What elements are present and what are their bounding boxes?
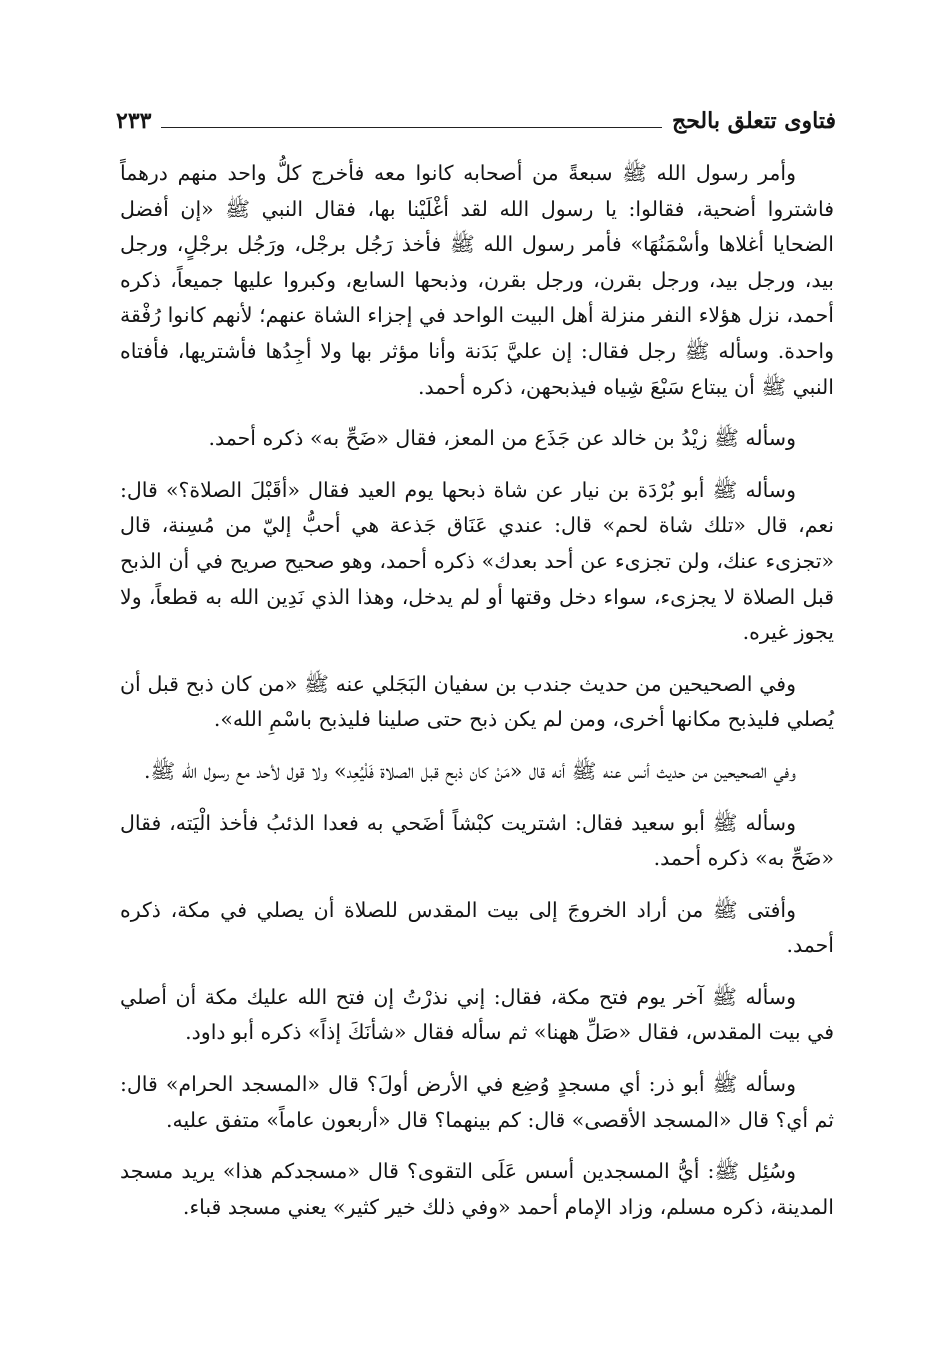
header-rule	[161, 127, 662, 128]
running-title: فتاوى تتعلق بالحج	[672, 108, 836, 134]
paragraph-zayd-bin-khalid: وسأله ﷺ زيْدُ بن خالد عن جَذَع من المعز، فقال «ضَحِّ به» ذكره أحمد.	[208, 426, 796, 451]
page-body	[120, 156, 834, 1241]
paragraph-jundub-hadith: وفي الصحيحين من حديث جندب بن سفيان البَجَلي عنه ﷺ «من كان ذبح قبل أن يُصلي فليذبح مكانها أخرى، ومن لم يكن ذبح حتى صلينا فليذبح باسْمِ الله».	[120, 671, 834, 732]
paragraph-vow-prayer: وسأله ﷺ آخر يوم فتح مكة، فقال: إني نذرْتُ إن فتح الله عليك مكة أن أصلي في بيت المقدس، فقال «صَلِّ ههنا» ثم سأله فقال «شأنَكَ إذاً» ذكره أبو داود.	[120, 984, 834, 1045]
paragraph-bayt-al-maqdis: وأفتى ﷺ من أراد الخروجَ إلى بيت المقدس للصلاة أن يصلي في مكة، ذكره أحمد.	[120, 897, 834, 958]
paragraph-anas-hadith: وفي الصحيحين من حديث أنس عنه ﷺ أنه قال «مَنْ كان ذبح قبل الصلاة فَلْيُعِد» ولا قول لأحد مع رسول الله ﷺ.	[143, 758, 796, 783]
page-header	[116, 92, 836, 132]
page-number: ٢٣٣	[116, 108, 152, 134]
paragraph-abu-burda: وسأله ﷺ أبو بُرْدَة بن نيار عن شاة ذبحها يوم العيد فقال «أقَبْلَ الصلاة؟» قال: نعم، قال «تلك شاة لحم» قال: عندي عَنَاق جَذعة هي أحبُّ إليّ من مُسِنة، قال «تجزىء عنك، ولن تجزىء عن أحد بعدك» ذكره أحمد، وهو صحيح صريح في أن الذبح قبل الصلاة لا يجزىء، سواء دخل وقتها أو لم يدخل، وهذا الذي نَدِين الله به قطعاً، ولا يجوز غيره.	[120, 477, 834, 645]
paragraph-abu-said: وسأله ﷺ أبو سعيد فقال: اشتريت كبْشاً أضَحي به فعدا الذئبُ فأخذ الْيَته، فقال «ضَحِّ به» ذكره أحمد.	[120, 810, 834, 871]
paragraph-mosque-taqwa: وسُئِل ﷺ: أيُّ المسجدين أسس عَلَى التقوى؟ قال «مسجدكم هذا» يريد مسجد المدينة، ذكره مسلم، وزاد الإمام أحمد «وفي ذلك خير كثير» يعني مسجد قباء.	[120, 1159, 834, 1219]
paragraph-abu-dharr: وسأله ﷺ أبو ذر: أي مسجدٍ وُضِع في الأرض أولَ؟ قال «المسجد الحرام» قال: ثم أي؟ قال «المسجد الأقصى» قال: كم بينهما؟ قال «أربعون عاماً» متفق عليه.	[120, 1072, 834, 1132]
paragraph-sacrifice-seven-companions: وأمر رسول الله ﷺ سبعةً من أصحابه كانوا معه فأخرج كلُّ واحد منهم درهماً فاشتروا أضحية، فقالوا: يا رسول الله لقد أغْلَيْنا بها، فقال النبي ﷺ «إن أفضل الضحايا أغلاها وأسْمَنُهَا» فأمر رسول الله ﷺ فأخذ رَجُل برجْل، ورَجُل برجْلٍ، ورجل بيد، ورجل بيد، ورجل بقرن، ورجل بقرن، وذبحها السابع، وكبروا عليها جميعاً، ذكره أحمد، نزل هؤلاء النفر منزلة أهل البيت الواحد في إجزاء الشاة عنهم؛ لأنهم كانوا رُفْقة واحدة. وسأله ﷺ رجل فقال: إن عليَّ بَدَنة وأنا مؤثر بها ولا أجِدُها فأشتريها، فأفتاه النبي ﷺ أن يبتاع سَبْعَ شِياه فيذبحهن، ذكره أحمد.	[120, 161, 834, 399]
